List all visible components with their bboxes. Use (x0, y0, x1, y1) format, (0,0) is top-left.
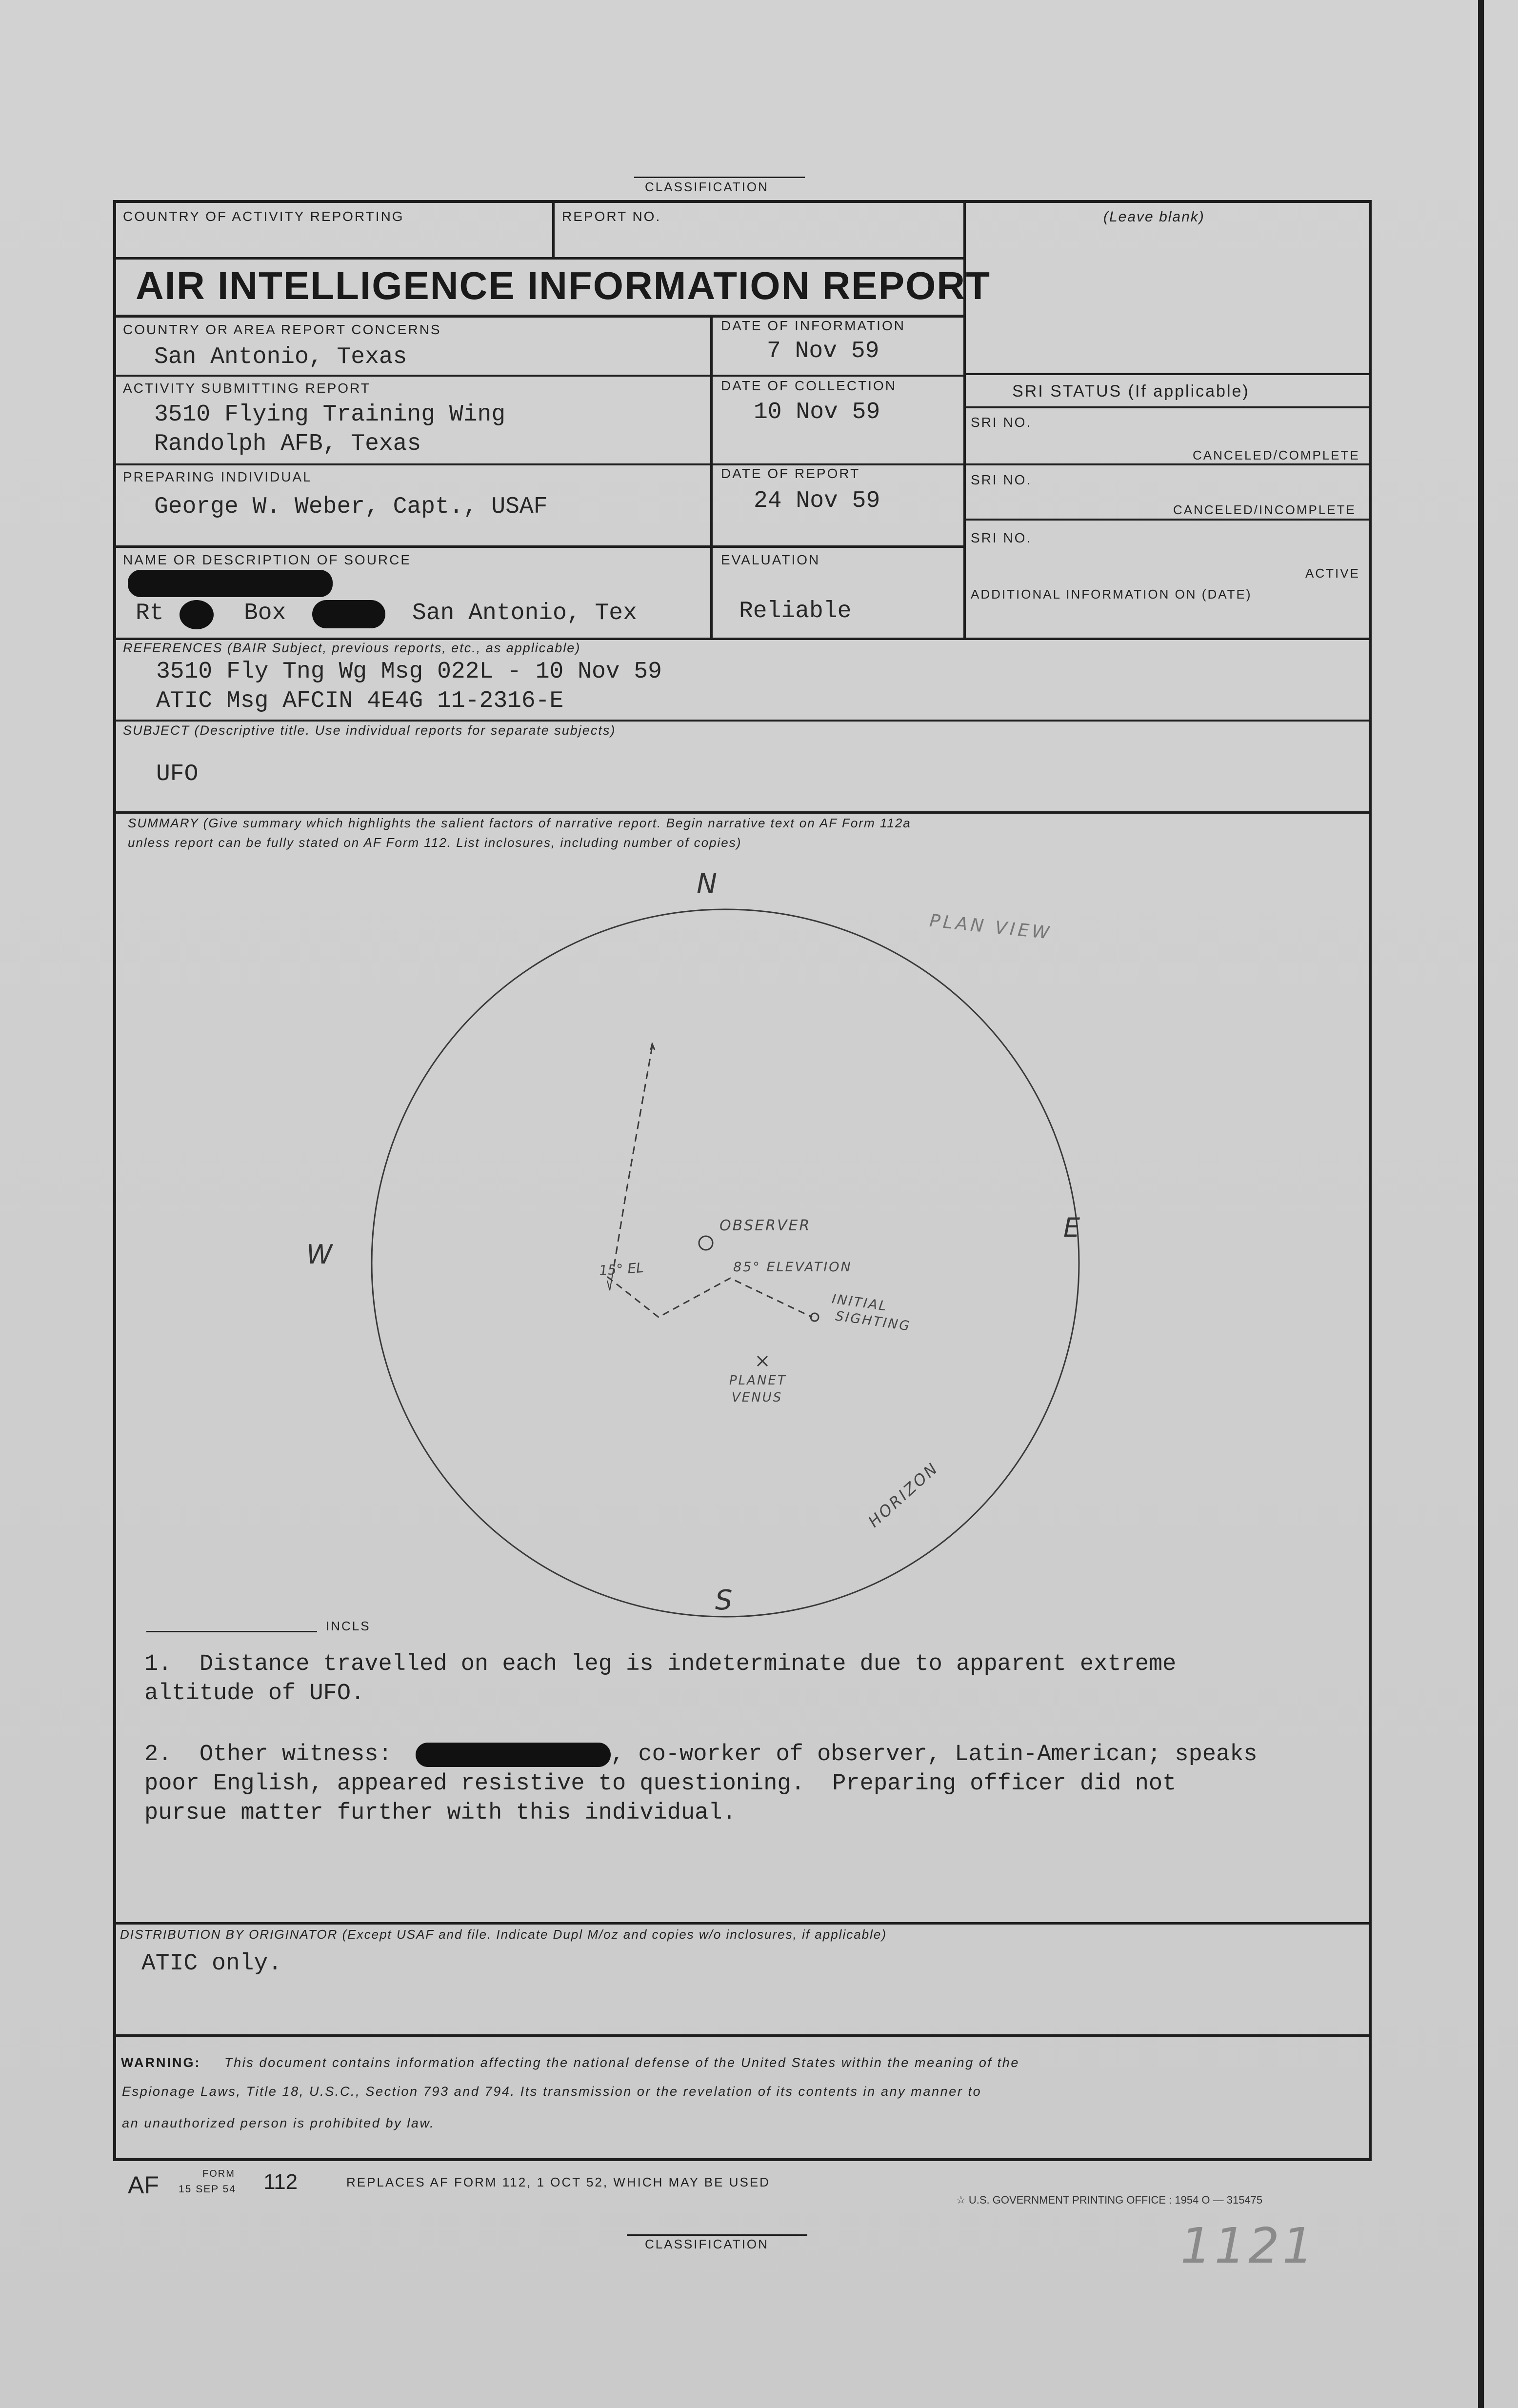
handwritten-page-number: 1121 (1180, 2217, 1317, 2274)
sri-no-3: SRI NO. (971, 530, 1032, 545)
horizon-label: HORIZON (864, 1458, 942, 1531)
observer-mark (699, 1236, 713, 1250)
warning-line3: an unauthorized person is prohibited by law. (122, 2116, 435, 2130)
country-label: COUNTRY OF ACTIVITY REPORTING (123, 209, 404, 224)
subject-value: UFO (156, 761, 199, 787)
date-info-value: 7 Nov 59 (767, 338, 879, 364)
initial-label: INITIAL (831, 1291, 889, 1314)
warning-line2: Espionage Laws, Title 18, U.S.C., Section 793 and 794. Its transmission or the revelation of its contents in any manner to (122, 2084, 982, 2099)
venus-label: VENUS (732, 1390, 783, 1405)
preparing-value: George W. Weber, Capt., USAF (154, 494, 548, 520)
narrative-p2-line2: poor English, appeared resistive to questioning. Preparing officer did not (144, 1771, 1177, 1797)
narrative-p2-line1: , co-worker of observer, Latin-American; speaks (611, 1742, 1258, 1767)
warning-lead: WARNING: (121, 2055, 201, 2070)
distribution-value: ATIC only. (141, 1950, 282, 1977)
canceled-incomplete: CANCELED/INCOMPLETE (1173, 502, 1356, 517)
source-box: Box (244, 600, 286, 626)
rule (116, 1922, 1372, 1925)
evaluation-value: Reliable (739, 598, 852, 624)
footer-date: 15 SEP 54 (179, 2184, 237, 2195)
area-value: San Antonio, Texas (154, 344, 407, 370)
area-label: COUNTRY OR AREA REPORT CONCERNS (123, 322, 441, 337)
incls-label: INCLS (326, 1619, 371, 1633)
arrowhead (651, 1044, 655, 1050)
west-label: W (306, 1239, 333, 1270)
sri-status-title: SRI STATUS (If applicable) (1012, 382, 1250, 401)
planet-label: PLANET (729, 1373, 787, 1388)
references-label: REFERENCES (BAIR Subject, previous reports, etc., as applicable) (123, 641, 581, 655)
activity-line1: 3510 Flying Training Wing (154, 401, 506, 428)
east-label: E (1063, 1212, 1080, 1243)
footer-form-number: 112 (263, 2170, 298, 2194)
classification-rule-bottom (627, 2234, 807, 2236)
summary-label-2: unless report can be fully stated on AF Form 112. List inclosures, including number of copies) (128, 835, 742, 850)
sri-no-1: SRI NO. (971, 415, 1032, 430)
classification-top: CLASSIFICATION (645, 180, 769, 194)
footer-af: AF (128, 2171, 159, 2199)
footer-replaces: REPLACES AF FORM 112, 1 OCT 52, WHICH MAY BE USED (346, 2175, 770, 2189)
date-report-label: DATE OF REPORT (721, 466, 860, 481)
date-collection-value: 10 Nov 59 (754, 399, 880, 425)
redaction-mark (416, 1743, 611, 1767)
flight-leg-north (614, 1046, 652, 1268)
report-no-label: REPORT NO. (562, 209, 661, 224)
elev-15-label: 15° EL (598, 1259, 644, 1279)
distribution-label: DISTRIBUTION BY ORIGINATOR (Except USAF and file. Indicate Dupl M/oz and copies w/o inclosures, if applicable) (120, 1927, 887, 1942)
date-collection-label: DATE OF COLLECTION (721, 378, 897, 393)
source-city: San Antonio, Tex (412, 600, 637, 626)
additional-info: ADDITIONAL INFORMATION ON (DATE) (971, 587, 1252, 602)
footer-gpo: ☆ U.S. GOVERNMENT PRINTING OFFICE : 1954 O — 315475 (956, 2194, 1263, 2206)
flight-path (607, 1277, 812, 1317)
summary-label-1: SUMMARY (Give summary which highlights the salient factors of narrative report. Begin narrative text on AF Form 112a (128, 816, 911, 830)
sri-no-2: SRI NO. (971, 472, 1032, 487)
active-label: ACTIVE (1305, 566, 1360, 581)
incls-rule (146, 1631, 317, 1632)
elev-85-label: 85° ELEVATION (733, 1260, 852, 1275)
footer-form-word: FORM (202, 2168, 235, 2179)
references-line2: ATIC Msg AFCIN 4E4G 11-2316-E (156, 688, 564, 714)
activity-label: ACTIVITY SUBMITTING REPORT (123, 381, 371, 396)
leave-blank: (Leave blank) (1103, 209, 1205, 225)
source-rt: Rt (136, 600, 164, 626)
references-line1: 3510 Fly Tng Wg Msg 022L - 10 Nov 59 (156, 659, 662, 685)
source-label: NAME OR DESCRIPTION OF SOURCE (123, 552, 412, 567)
narrative-p2-line3: pursue matter further with this individual. (144, 1800, 736, 1826)
narrative-p1-line2: altitude of UFO. (144, 1681, 365, 1706)
canceled-complete: CANCELED/COMPLETE (1193, 448, 1360, 462)
narrative-p2-prefix: 2. Other witness: (144, 1742, 392, 1767)
narrative-p1-line1: 1. Distance travelled on each leg is indeterminate due to apparent extreme (144, 1651, 1177, 1677)
horizon-circle (372, 909, 1079, 1617)
venus-mark (758, 1356, 767, 1366)
date-info-label: DATE OF INFORMATION (721, 318, 905, 333)
observer-label: OBSERVER (719, 1217, 811, 1234)
classification-bottom: CLASSIFICATION (645, 2237, 769, 2251)
evaluation-label: EVALUATION (721, 552, 820, 567)
preparing-label: PREPARING INDIVIDUAL (123, 469, 312, 484)
north-label: N (697, 868, 717, 900)
south-label: S (715, 1585, 733, 1616)
activity-line2: Randolph AFB, Texas (154, 431, 421, 457)
subject-label: SUBJECT (Descriptive title. Use individual reports for separate subjects) (123, 723, 616, 738)
page-title: AIR INTELLIGENCE INFORMATION REPORT (136, 264, 991, 307)
plan-view-label: PLAN VIEW (928, 910, 1053, 944)
warning-line1: This document contains information affecting the national defense of the United States within the meaning of the (224, 2055, 1020, 2070)
sighting-label: SIGHTING (834, 1308, 912, 1334)
date-report-value: 24 Nov 59 (754, 488, 880, 514)
rule (116, 2034, 1372, 2037)
